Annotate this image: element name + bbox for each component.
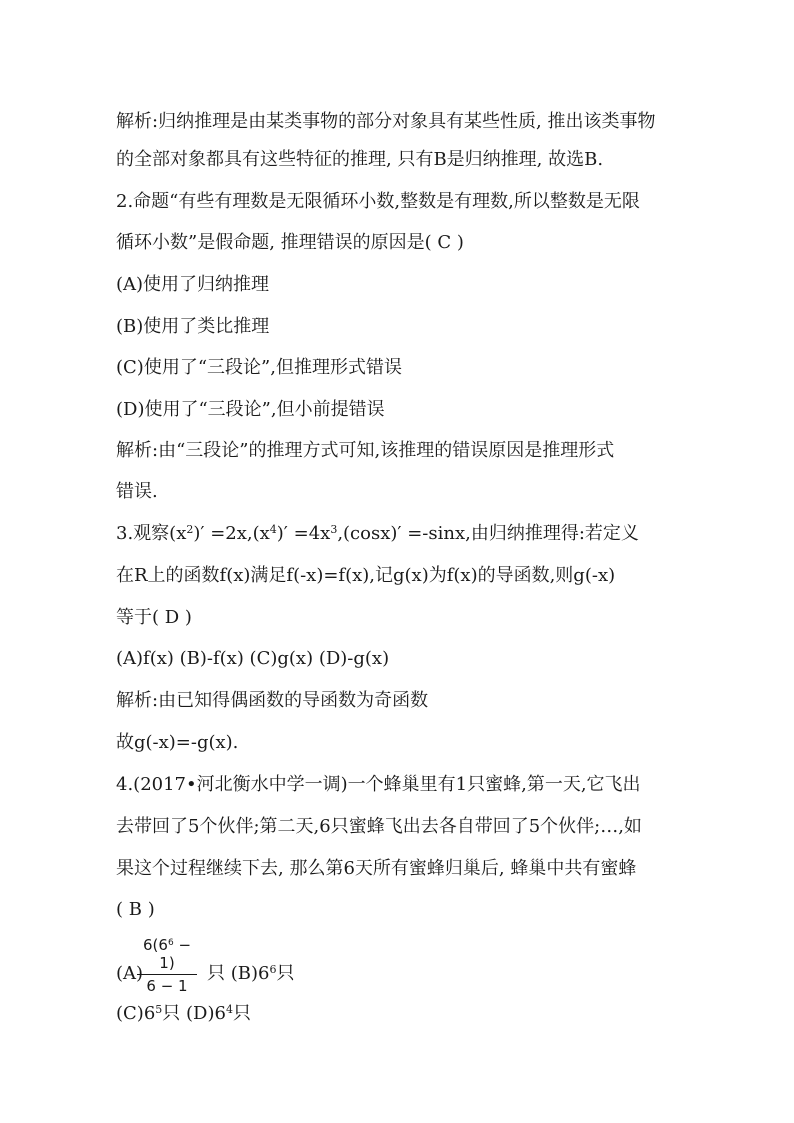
option-a: (A)使用了归纳推理: [116, 274, 270, 295]
option-c: (C)使用了“三段论”,但推理形式错误: [116, 357, 402, 378]
question-3-options: (A)f(x) (B)-f(x) (C)g(x) (D)-g(x): [116, 648, 390, 669]
question-2-stem: 2.命题“有些有理数是无限循环小数,整数是有理数,所以整数是无限: [116, 191, 640, 212]
question-4-options-ab: [116, 962, 716, 986]
superscript: 4: [225, 1003, 233, 1016]
text-segment: − 1): [159, 936, 192, 972]
option-d: (D)使用了“三段论”,但小前提错误: [116, 399, 385, 420]
question-3-stem: [116, 522, 716, 546]
text-segment: 只: [232, 1003, 251, 1024]
text-segment: (A): [116, 963, 144, 984]
text-segment: 只 (B)6: [207, 963, 270, 984]
text-segment: 3.观察(x: [116, 523, 187, 544]
question-2-stem: 循环小数”是假命题, 推理错误的原因是( C ): [116, 232, 464, 253]
solution-text-line: 故g(-x)=-g(x).: [116, 732, 239, 753]
text-segment: )′ =4x: [276, 523, 331, 544]
question-4-options-cd: [116, 1002, 716, 1026]
solution-text-line: 解析:归纳推理是由某类事物的部分对象具有某些性质, 推出该类事物: [116, 111, 656, 132]
text-segment: 只 (D)6: [162, 1003, 226, 1024]
solution-text-line: 的全部对象都具有这些特征的推理, 只有B是归纳推理, 故选B.: [116, 149, 604, 170]
question-4-stem: 4.(2017•河北衡水中学一调)一个蜂巢里有1只蜜蜂,第一天,它飞出: [116, 774, 641, 795]
question-3-stem: 在R上的函数f(x)满足f(-x)=f(x),记g(x)为f(x)的导函数,则g(-x): [116, 565, 616, 586]
text-segment: (C)6: [116, 1003, 156, 1024]
question-4-stem: 果这个过程继续下去, 那么第6天所有蜜蜂归巢后, 蜂巢中共有蜜蜂: [116, 858, 637, 879]
fraction-denominator: 6 − 1: [146, 977, 188, 995]
option-b: (B)使用了类比推理: [116, 316, 270, 337]
superscript: 4: [269, 523, 277, 536]
text-segment: ,(cosx)′ =-sinx,由归纳推理得:若定义: [337, 523, 639, 544]
solution-text-line: 错误.: [116, 481, 158, 502]
superscript: 6: [167, 938, 174, 948]
answer-bracket: ( B ): [116, 899, 155, 920]
text-segment: 6(6: [142, 936, 168, 954]
superscript: 3: [330, 523, 338, 536]
superscript: 6: [269, 963, 277, 976]
superscript: 2: [186, 523, 194, 536]
superscript: 5: [155, 1003, 163, 1016]
text-segment: )′ =2x,(x: [193, 523, 270, 544]
solution-text-line: 解析:由“三段论”的推理方式可知,该推理的错误原因是推理形式: [116, 440, 615, 461]
solution-text-line: 解析:由已知得偶函数的导函数为奇函数: [116, 690, 429, 711]
question-4-stem: 去带回了5个伙伴;第二天,6只蜜蜂飞出去各自带回了5个伙伴;…,如: [116, 816, 642, 837]
question-3-stem: 等于( D ): [116, 607, 192, 628]
text-segment: 只: [276, 963, 295, 984]
